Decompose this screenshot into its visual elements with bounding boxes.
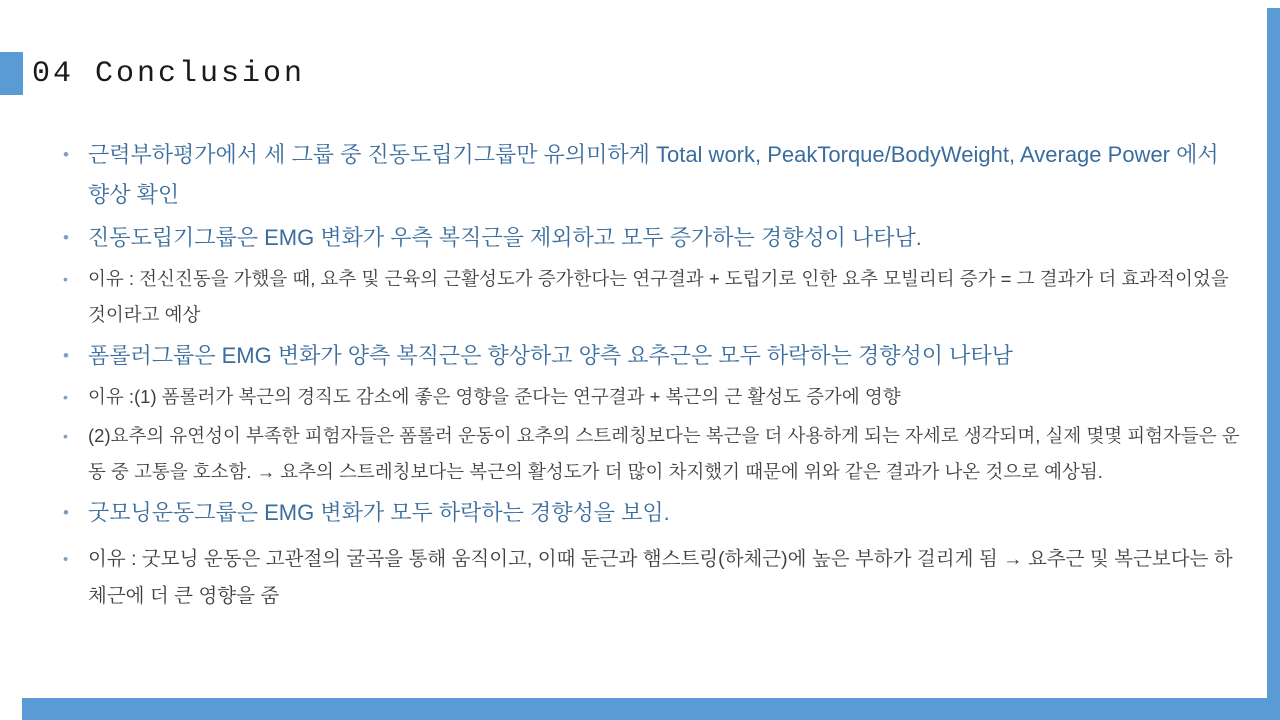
page-title: 04 Conclusion [32,56,306,91]
bullet-item: • 굿모닝운동그룹은 EMG 변화가 모두 하락하는 경향성을 보임. [60,493,1245,533]
bullet-list [60,135,1245,615]
slide-title-block [0,52,305,95]
bottom-edge-accent-bar [22,698,1280,720]
bullet-item: • 진동도립기그룹은 EMG 변화가 우측 복직근을 제외하고 모두 증가하는 경향성이 나타남. [60,218,1245,258]
slide-body [60,132,1245,618]
bullet-item: • 폼롤러그룹은 EMG 변화가 양측 복직근은 향상하고 양측 요추근은 모두 하락하는 경향성이 나타남 [60,336,1245,376]
bullet-item: • 이유 : 전신진동을 가했을 때, 요추 및 근육의 근활성도가 증가한다는 연구결과 + 도립기로 인한 요추 모빌리티 증가 = 그 결과가 더 효과적이었을 것이라고 예상 [60,261,1245,333]
bullet-item: • 근력부하평가에서 세 그룹 중 진동도립기그룹만 유의미하게 Total work, PeakTorque/BodyWeight, Average Power 에서 향상 확인 [60,135,1245,215]
bullet-item: • (2)요추의 유연성이 부족한 피험자들은 폼롤러 운동이 요추의 스트레칭보다는 복근을 더 사용하게 되는 자세로 생각되며, 실제 몇몇 피험자들은 운동 중 고통을 호소함. → 요추의 스트레칭보다는 복근의 활성도가 더 많이 차지했기 때문에 위와 같은 결과가 나온 것으로 예상됨. [60,418,1245,490]
bullet-item: • 이유 :(1) 폼롤러가 복근의 경직도 감소에 좋은 영향을 준다는 연구결과 + 복근의 근 활성도 증가에 영향 [60,379,1245,415]
title-accent-bar [0,52,23,95]
bullet-item: • 이유 : 굿모닝 운동은 고관절의 굴곡을 통해 움직이고, 이때 둔근과 햄스트링(하체근)에 높은 부하가 걸리게 됨 → 요추근 및 복근보다는 하체근에 더 큰 영향을 줌 [60,541,1245,615]
right-edge-accent-bar [1267,8,1280,720]
